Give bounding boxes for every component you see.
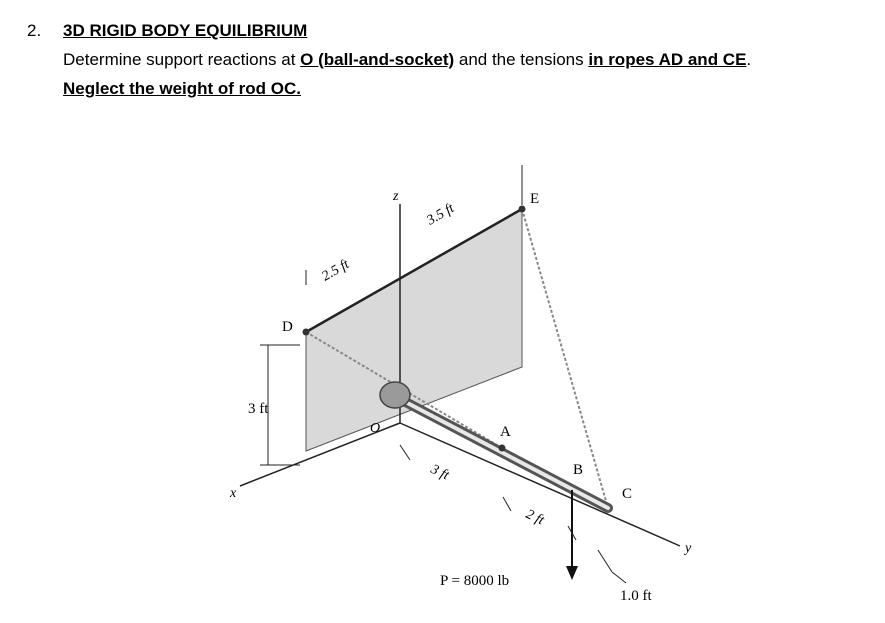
axis-y-label: y bbox=[685, 541, 692, 556]
label-E: E bbox=[530, 191, 540, 207]
wall-plate bbox=[306, 209, 522, 451]
description-suffix: . bbox=[746, 50, 752, 69]
dim-line-1ft bbox=[612, 572, 626, 583]
point-D-marker bbox=[303, 329, 310, 336]
dim-label-2ft-rod: 2 ft bbox=[523, 507, 547, 529]
problem-note: Neglect the weight of rod OC. bbox=[63, 79, 302, 98]
ball-socket-support bbox=[380, 382, 410, 408]
point-A-marker bbox=[499, 445, 506, 452]
label-O: O bbox=[370, 421, 381, 436]
description-prefix: Determine support reactions at bbox=[63, 50, 301, 69]
label-C: C bbox=[622, 486, 633, 502]
dim-label-3ft-rod: 3 ft bbox=[428, 462, 452, 484]
description-middle: and the tensions bbox=[454, 50, 589, 69]
dim-label-2-5ft: 2.5 ft bbox=[319, 257, 352, 285]
problem-title: 3D RIGID BODY EQUILIBRIUM bbox=[63, 21, 308, 40]
axis-z-label: z bbox=[393, 189, 399, 204]
rope-names: in ropes AD and CE bbox=[588, 50, 747, 69]
dim-label-3ft-vertical: 3 ft bbox=[248, 401, 269, 417]
load-label: P = 8000 lb bbox=[440, 573, 510, 589]
dim-label-3-5ft: 3.5 ft bbox=[424, 201, 457, 229]
dim-tick bbox=[400, 445, 410, 460]
problem-number: 2. bbox=[27, 21, 42, 40]
label-A: A bbox=[500, 424, 511, 440]
axis-x-label: x bbox=[230, 486, 237, 501]
dim-label-1ft: 1.0 ft bbox=[620, 588, 652, 604]
dim-tick bbox=[503, 497, 511, 511]
rope-CE bbox=[522, 209, 608, 508]
point-E-marker bbox=[519, 206, 526, 213]
label-D: D bbox=[282, 319, 293, 335]
load-arrow-head bbox=[566, 566, 578, 580]
label-B: B bbox=[573, 462, 584, 478]
dim-tick bbox=[598, 550, 612, 572]
rod-OC-highlight bbox=[396, 397, 608, 508]
support-type: O (ball-and-socket) bbox=[300, 50, 455, 69]
